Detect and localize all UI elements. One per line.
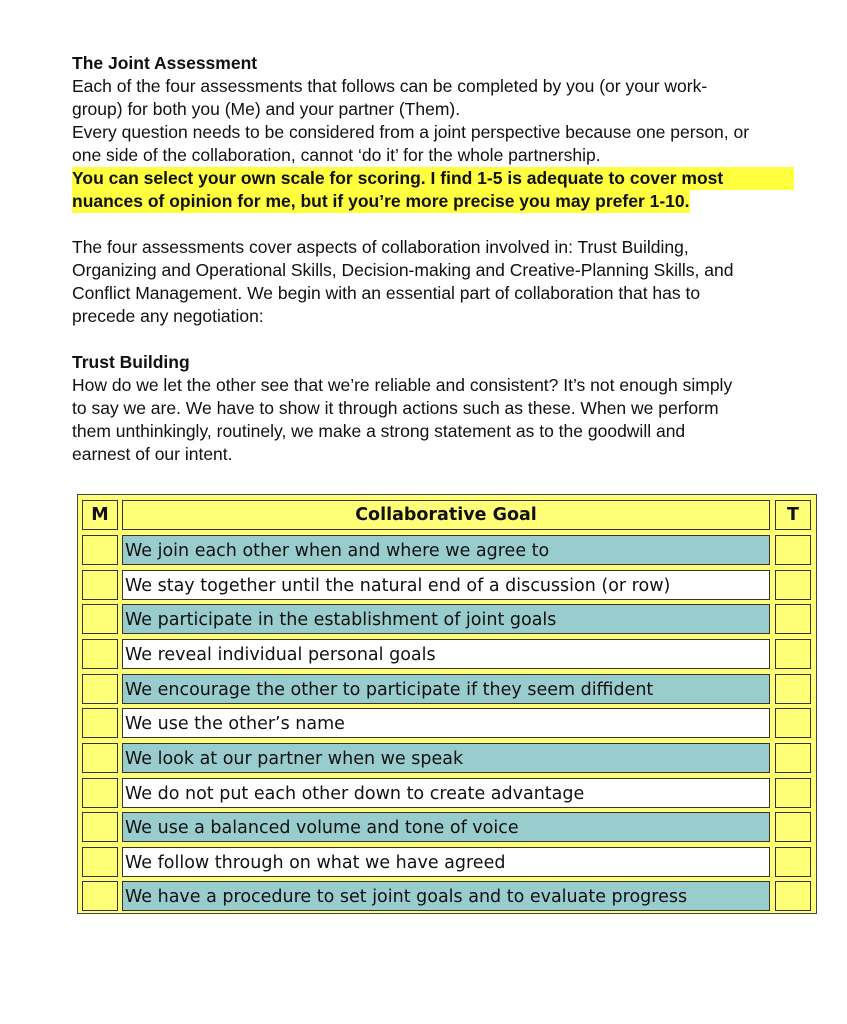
collaborative-goal-table	[77, 494, 817, 914]
assessments-paragraph-line: precede any negotiation:	[72, 306, 264, 326]
goal-row: We reveal individual personal goals	[122, 639, 770, 669]
goal-row: We look at our partner when we speak	[122, 743, 770, 773]
me-score-cell[interactable]	[82, 881, 118, 911]
section-title-joint-assessment: The Joint Assessment	[72, 53, 258, 73]
intro-paragraph-line: Each of the four assessments that follows can be completed by you (or your work-	[72, 76, 708, 96]
goal-row: We participate in the establishment of joint goals	[122, 604, 770, 634]
me-score-cell[interactable]	[82, 812, 118, 842]
header-me: M	[82, 500, 118, 530]
goal-row: We follow through on what we have agreed	[122, 847, 770, 877]
me-score-cell[interactable]	[82, 847, 118, 877]
me-score-cell[interactable]	[82, 535, 118, 565]
intro-paragraph-line: Every question needs to be considered from a joint perspective because one person, or	[72, 122, 750, 142]
goal-row: We stay together until the natural end of a discussion (or row)	[122, 570, 770, 600]
trust-paragraph-line: to say we are. We have to show it through actions such as these. When we perform	[72, 398, 719, 418]
them-score-cell[interactable]	[775, 708, 811, 738]
them-score-cell[interactable]	[775, 639, 811, 669]
me-score-cell[interactable]	[82, 743, 118, 773]
header-them: T	[775, 500, 811, 530]
trust-paragraph-line: earnest of our intent.	[72, 444, 233, 464]
highlighted-scoring-note: You can select your own scale for scoring. I find 1-5 is adequate to cover most	[72, 167, 794, 190]
me-score-cell[interactable]	[82, 639, 118, 669]
goal-row: We use the other’s name	[122, 708, 770, 738]
goal-row: We use a balanced volume and tone of voice	[122, 812, 770, 842]
me-score-cell[interactable]	[82, 778, 118, 808]
goal-row: We have a procedure to set joint goals and to evaluate progress	[122, 881, 770, 911]
them-score-cell[interactable]	[775, 604, 811, 634]
goal-row: We join each other when and where we agree to	[122, 535, 770, 565]
intro-paragraph-line: group) for both you (Me) and your partner (Them).	[72, 99, 461, 119]
them-score-cell[interactable]	[775, 778, 811, 808]
them-score-cell[interactable]	[775, 812, 811, 842]
document-body	[72, 52, 794, 466]
me-score-cell[interactable]	[82, 570, 118, 600]
section-title-trust-building: Trust Building	[72, 352, 190, 372]
me-score-cell[interactable]	[82, 604, 118, 634]
them-score-cell[interactable]	[775, 535, 811, 565]
assessments-paragraph-line: Conflict Management. We begin with an essential part of collaboration that has to	[72, 283, 701, 303]
assessments-paragraph-line: Organizing and Operational Skills, Decision-making and Creative-Planning Skills, and	[72, 260, 734, 280]
them-score-cell[interactable]	[775, 570, 811, 600]
highlighted-scoring-note: nuances of opinion for me, but if you’re more precise you may prefer 1-10.	[72, 191, 690, 211]
assessments-paragraph-line: The four assessments cover aspects of collaboration involved in: Trust Building,	[72, 237, 689, 257]
me-score-cell[interactable]	[82, 674, 118, 704]
intro-paragraph-line: one side of the collaboration, cannot ‘do it’ for the whole partnership.	[72, 145, 601, 165]
goal-row: We do not put each other down to create advantage	[122, 778, 770, 808]
them-score-cell[interactable]	[775, 743, 811, 773]
them-score-cell[interactable]	[775, 674, 811, 704]
trust-paragraph-line: them unthinkingly, routinely, we make a strong statement as to the goodwill and	[72, 421, 686, 441]
me-score-cell[interactable]	[82, 708, 118, 738]
header-collaborative-goal: Collaborative Goal	[122, 500, 770, 530]
goal-row: We encourage the other to participate if they seem diffident	[122, 674, 770, 704]
them-score-cell[interactable]	[775, 881, 811, 911]
them-score-cell[interactable]	[775, 847, 811, 877]
trust-paragraph-line: How do we let the other see that we’re reliable and consistent? It’s not enough simply	[72, 375, 733, 395]
